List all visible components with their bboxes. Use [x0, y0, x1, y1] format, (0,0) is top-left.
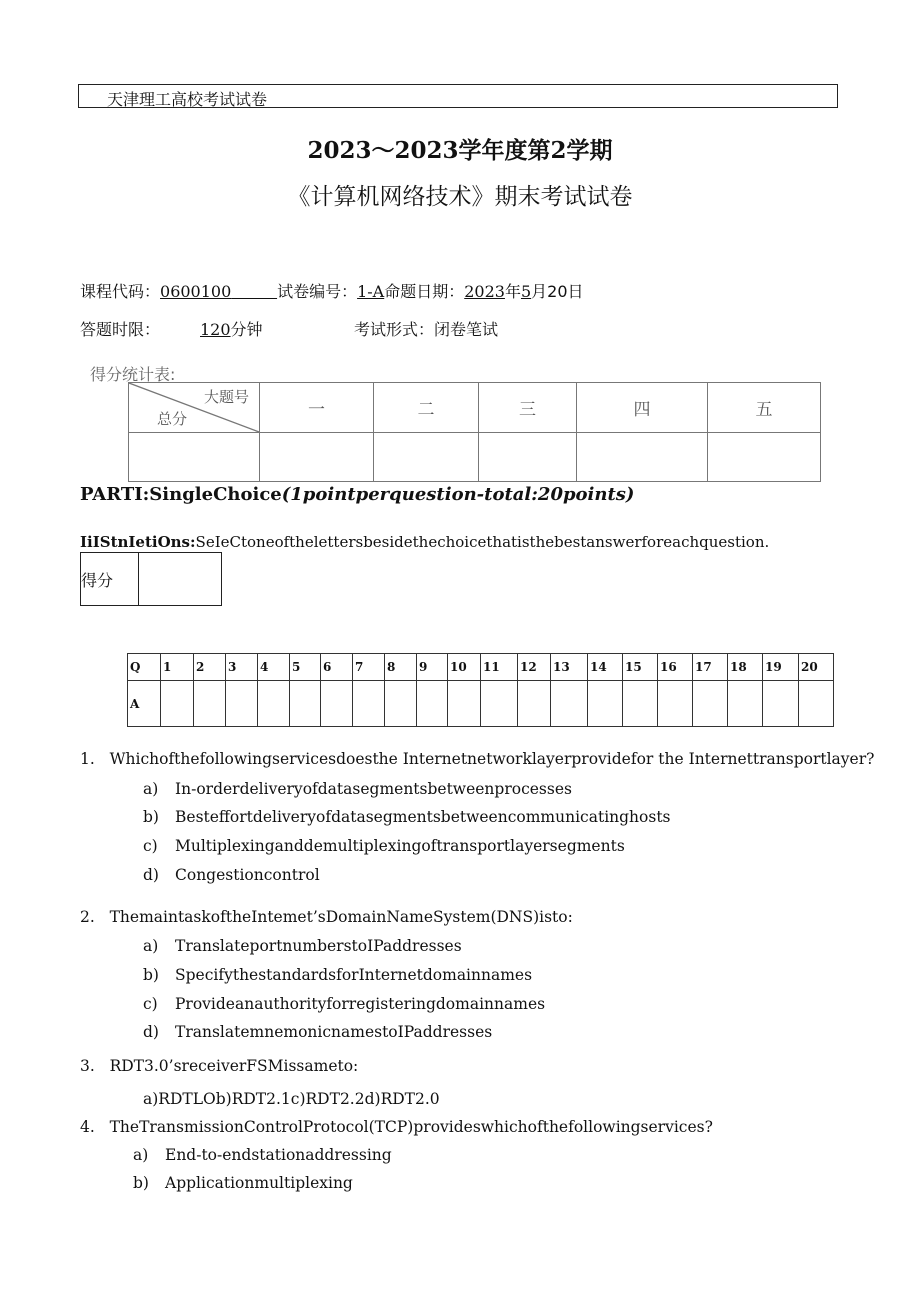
question-text: ThemaintaskoftheIntemet’sDomainNameSystem(DNS)isto: [109, 908, 573, 926]
question-1-option-c[interactable]: c) Multiplexinganddemultiplexingoftransportlayersegments [143, 837, 625, 855]
time-limit [80, 317, 160, 340]
answer-cell-6[interactable] [321, 681, 353, 727]
question-1 [80, 750, 874, 768]
section-score-cell [374, 433, 479, 482]
answer-grid-q-17: 17 [693, 654, 728, 681]
date-month: 5 [520, 282, 532, 301]
answer-cell-11[interactable] [481, 681, 518, 727]
score-box-field [139, 553, 222, 606]
answer-grid-q-1: 1 [161, 654, 194, 681]
question-number: 1. [80, 750, 95, 768]
time-label: 答题时限： [80, 320, 161, 339]
answer-grid-q-19: 19 [763, 654, 799, 681]
answer-cell-12[interactable] [518, 681, 551, 727]
question-1-option-b[interactable]: b) Besteffortdeliveryofdatasegmentsbetweencommunicatinghosts [143, 808, 671, 826]
answer-cell-8[interactable] [385, 681, 417, 727]
part1-heading-text: PARTI:SingleChoice [80, 484, 282, 505]
part1-score-box [80, 552, 222, 606]
answer-grid-q-7: 7 [353, 654, 385, 681]
section-header-2: 二 [374, 383, 479, 433]
part1-heading [80, 484, 634, 505]
question-text: TheTransmissionControlProtocol(TCP)provideswhichofthefollowingservices? [109, 1118, 713, 1136]
date-day: 20日 [547, 282, 584, 301]
paper-no-value: 1-A [357, 282, 385, 301]
question-3-options-inline[interactable]: a)RDTLOb)RDT2.1c)RDT2.2d)RDT2.0 [143, 1090, 440, 1108]
answer-cell-5[interactable] [290, 681, 321, 727]
time-value: 120 [200, 320, 231, 339]
answer-cell-17[interactable] [693, 681, 728, 727]
answer-grid-q-label: Q [128, 654, 161, 681]
section-score-cell [577, 433, 708, 482]
exam-form-label: 考试形式： [354, 320, 435, 339]
date-year-unit: 年 [504, 282, 521, 301]
section-header-4: 四 [577, 383, 708, 433]
answer-cell-16[interactable] [658, 681, 693, 727]
question-number: 2. [80, 908, 95, 926]
answer-cell-18[interactable] [728, 681, 763, 727]
question-4-option-b[interactable]: b) Applicationmultiplexing [133, 1174, 353, 1192]
answer-grid-q-10: 10 [448, 654, 481, 681]
paper-no-label: 试卷编号： [277, 282, 358, 301]
question-number: 3. [80, 1057, 95, 1075]
exam-form [354, 317, 498, 340]
instructions-label: IiIStnIetiOns: [80, 533, 196, 551]
time-unit: 分钟 [230, 320, 263, 339]
answer-cell-10[interactable] [448, 681, 481, 727]
school-name: 天津理工高校考试试卷 [107, 90, 268, 109]
question-text: RDT3.0’sreceiverFSMissameto: [109, 1057, 359, 1075]
school-header-box [78, 84, 838, 108]
info-line-1 [80, 279, 584, 302]
part1-instructions [80, 533, 769, 551]
answer-cell-19[interactable] [763, 681, 799, 727]
answer-grid-q-8: 8 [385, 654, 417, 681]
score-table [128, 382, 821, 482]
answer-cell-1[interactable] [161, 681, 194, 727]
answer-cell-15[interactable] [623, 681, 658, 727]
answer-grid-q-20: 20 [799, 654, 834, 681]
exam-course-title: 《计算机网络技术》期末考试试卷 [287, 184, 633, 210]
answer-cell-9[interactable] [417, 681, 448, 727]
section-header-3: 三 [479, 383, 577, 433]
answer-grid-q-13: 13 [551, 654, 588, 681]
answer-grid-q-12: 12 [518, 654, 551, 681]
time-value-group [200, 317, 263, 340]
answer-grid-q-5: 5 [290, 654, 321, 681]
section-score-cell [479, 433, 577, 482]
answer-grid-a-label: A [128, 681, 161, 727]
answer-grid-q-9: 9 [417, 654, 448, 681]
exam-form-value: 闭卷笔试 [434, 320, 499, 339]
answer-cell-3[interactable] [226, 681, 258, 727]
answer-cell-13[interactable] [551, 681, 588, 727]
answer-grid [127, 653, 834, 727]
total-score-cell [129, 433, 260, 482]
answer-cell-4[interactable] [258, 681, 290, 727]
date-label: 命题日期： [384, 282, 465, 301]
question-4-option-a[interactable]: a) End-to-endstationaddressing [133, 1146, 392, 1164]
part1-heading-points: (1pointperquestion-total:20points) [281, 484, 635, 505]
course-code-value: 0600100 [160, 282, 232, 301]
answer-grid-q-11: 11 [481, 654, 518, 681]
section-score-cell [708, 433, 821, 482]
answer-cell-2[interactable] [194, 681, 226, 727]
exam-term-title: 2023～2023学年度第2学期 [307, 137, 613, 164]
question-text: Whichofthefollowingservicesdoesthe Internetnetworklayerprovidefor the Internettransportlayer? [109, 750, 875, 768]
course-code-label: 课程代码： [80, 282, 161, 301]
question-2-option-d[interactable]: d) TranslatemnemonicnamestoIPaddresses [143, 1023, 493, 1041]
answer-grid-q-3: 3 [226, 654, 258, 681]
question-2-option-b[interactable]: b) SpecifythestandardsforInternetdomainnames [143, 966, 533, 984]
question-1-option-d[interactable]: d) Congestioncontrol [143, 866, 320, 884]
date-year: 2023 [464, 282, 505, 301]
section-score-cell [260, 433, 374, 482]
answer-grid-q-4: 4 [258, 654, 290, 681]
answer-cell-14[interactable] [588, 681, 623, 727]
score-box-label: 得分 [81, 553, 139, 606]
question-2-option-c[interactable]: c) Provideanauthorityforregisteringdomainnames [143, 995, 546, 1013]
answer-grid-q-2: 2 [194, 654, 226, 681]
answer-cell-20[interactable] [799, 681, 834, 727]
section-header-1: 一 [260, 383, 374, 433]
answer-grid-q-18: 18 [728, 654, 763, 681]
diag-total-label: 总分 [157, 410, 188, 428]
answer-cell-7[interactable] [353, 681, 385, 727]
question-2-option-a[interactable]: a) TranslateportnumberstoIPaddresses [143, 937, 462, 955]
answer-grid-q-15: 15 [623, 654, 658, 681]
section-header-5: 五 [708, 383, 821, 433]
answer-grid-q-14: 14 [588, 654, 623, 681]
question-3 [80, 1057, 358, 1075]
answer-grid-q-16: 16 [658, 654, 693, 681]
question-1-option-a[interactable]: a) In-orderdeliveryofdatasegmentsbetweenprocesses [143, 780, 572, 798]
question-number: 4. [80, 1118, 95, 1136]
instructions-text: SeIeCtoneofthelettersbesidethechoicethatisthebestanswerforeachquestion. [195, 533, 770, 551]
diag-section-label: 大题号 [203, 388, 249, 406]
answer-grid-q-6: 6 [321, 654, 353, 681]
diag-header-cell [129, 383, 259, 432]
question-2 [80, 908, 573, 926]
score-table-title: 得分统计表: [90, 365, 176, 384]
date-month-unit: 月 [531, 282, 548, 301]
question-4 [80, 1118, 713, 1136]
